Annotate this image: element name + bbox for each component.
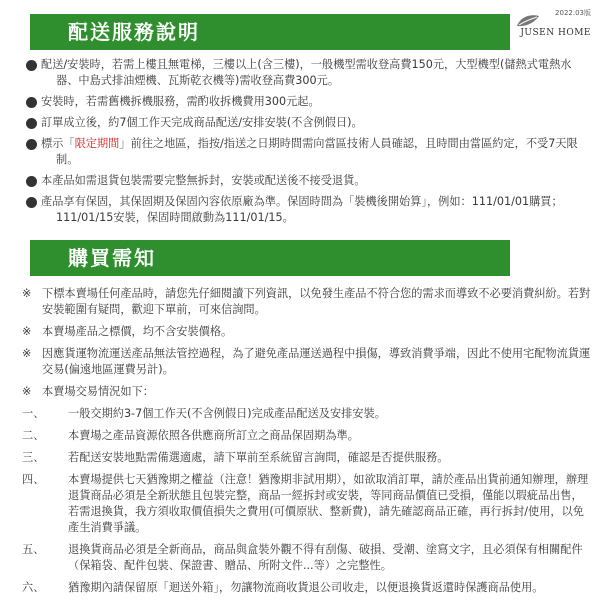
- limited-period-highlight: 限定期間: [74, 137, 120, 150]
- rule-item: 一、 一般交期約3-7個工作天(不含例假日)完成產品配送及安排安裝。: [22, 407, 386, 420]
- bullet-icon: [26, 97, 37, 108]
- rule-item: 二、 本賣場之產品資源依照各供應商所訂立之商品保固期為準。: [22, 429, 359, 442]
- version-date: 2022.03版: [555, 9, 591, 17]
- list-item: 標示「限定期間」前往之地區，指按/指送之日期時間需向當區技術人員確認，且時間由當區約定，不受7天限制。: [26, 136, 592, 168]
- brand-logo: [509, 6, 593, 46]
- rule-item: 六、 猶豫期內請保留原「迴送外箱」，勿讓物流商收貨退公司收走，以便退換貨返還時保護商品使用。: [22, 581, 544, 594]
- bullet-icon: [26, 118, 37, 129]
- rule-item: 三、 若配送安裝地點需備選適處，請下單前至系統留言詢問，確認是否提供服務。: [22, 451, 449, 464]
- bullet-icon: [26, 197, 37, 208]
- list-item: 產品享有保固，其保固期及保固內容依原廠為準。保固時間為「裝機後開始算」，例如：111/01/01購買；111/01/15安裝，保固時間啟動為111/01/15。: [26, 194, 592, 226]
- list-item: 配送/安裝時，若需上樓且無電梯，三樓以上(含三樓)，一般機型需收登高費150元，大型機型(儲熱式電熱水器、中島式排油煙機、瓦斯乾衣機等)需收登高費300元。: [26, 57, 592, 89]
- bullet-icon: [26, 60, 37, 71]
- rule-item: 四、 本賣場提供七天猶豫期之權益（注意！猶豫期非試用期），如欲取消訂單，請於產品出貨前通知辦理，辦理退貨商品必須是全新狀態且包裝完整，商品一經拆封或安裝，等同商品價值已受損，僅能以瑕疵品出售，若需退換貨，我方須收取價值損失之費用(可價原狀、整新費)，請先確認商品正確，再行拆封/使用，以免產生消費爭議。: [22, 473, 589, 534]
- purchase-section-title: 購買需知: [30, 240, 510, 276]
- list-item: 訂單成立後，約7個工作天完成商品配送/安排安裝(不含例假日)。: [26, 115, 592, 131]
- list-item: 安裝時，若需舊機拆機服務，需酌收拆機費用300元起。: [26, 94, 592, 110]
- note-item: ※ 本賣場產品之標價，均不含安裝價格。: [22, 325, 233, 338]
- purchase-notes: [22, 286, 592, 602]
- bullet-icon: [26, 139, 37, 150]
- brand-name: JUSEN HOME: [520, 28, 591, 38]
- list-item: 本產品如需退貨包裝需要完整無拆封，安裝或配送後不接受退貨。: [26, 173, 592, 189]
- delivery-section-title: 配送服務說明: [30, 14, 510, 50]
- note-item: ※ 本賣場交易情況如下：: [22, 385, 154, 398]
- bullet-icon: [26, 176, 37, 187]
- delivery-list: [26, 57, 592, 231]
- rule-item: 五、 退換貨商品必須是全新商品，商品與盒裝外觀不得有刮傷、破損、受潮、塗寫文字，且必須保有相關配件（保箱袋、配件包裝、保證書、贈品、所附文件...等）之完整性。: [22, 543, 583, 572]
- note-item: ※ 下標本賣場任何產品時，請您先仔細閱讀下列資訊，以免發生產品不符合您的需求而導致不必要消費糾紛。若對安裝範圍有疑問，歡迎下單前，可來信詢問。: [22, 287, 591, 316]
- note-item: ※ 因應貨運物流運送產品無法管控過程，為了避免產品運送過程中損傷，導致消費爭端，因此不使用宅配物流貨運交易(偏遠地區運費另計)。: [22, 347, 591, 376]
